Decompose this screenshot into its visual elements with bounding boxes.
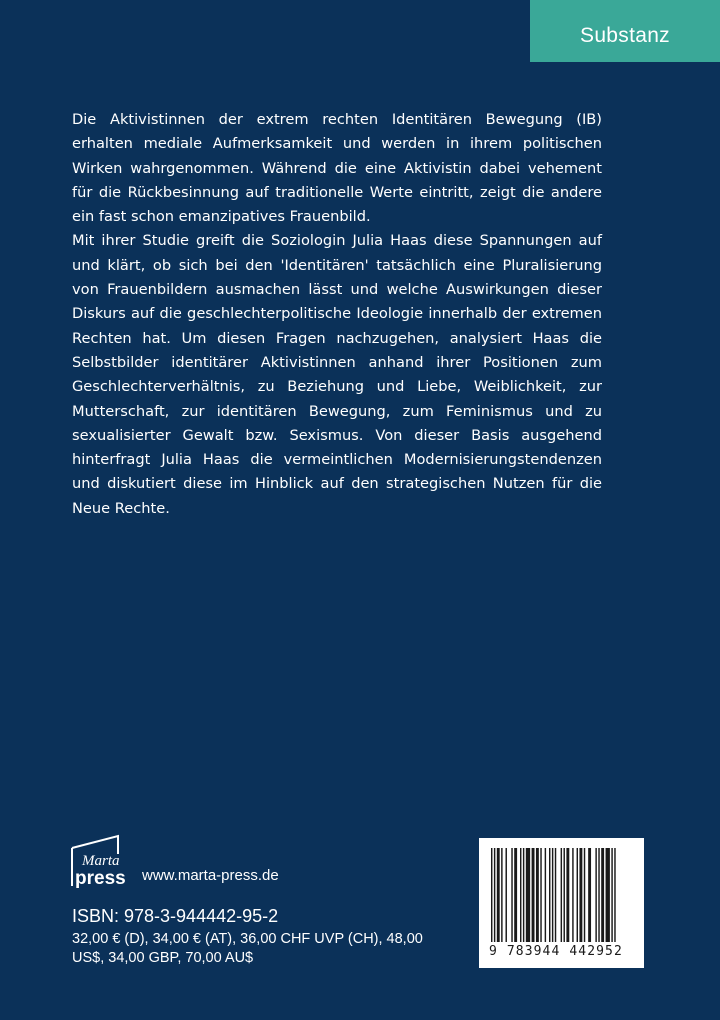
barcode-bar bbox=[523, 848, 524, 942]
barcode-bar bbox=[601, 848, 604, 942]
series-label-tab bbox=[530, 0, 720, 62]
blurb-paragraph-1: Die Aktivistinnen der extrem rechten Identitären Bewegung (IB) erhalten mediale Aufmerksamkeit und werden in ihrem politischen Wirken wahrgenommen. Während die eine Aktivistin dabei vehement für die Rückbesinnung auf traditionelle Werte eintritt, zeigt die andere ein fast schon emanzipatives Frauenbild. bbox=[72, 111, 602, 226]
barcode-bar bbox=[614, 848, 615, 942]
barcode bbox=[479, 838, 644, 968]
barcode-bar bbox=[584, 848, 585, 942]
barcode-bar bbox=[491, 848, 492, 942]
barcode-bar bbox=[572, 848, 573, 942]
barcode-bar bbox=[579, 848, 582, 942]
barcode-bar bbox=[506, 848, 507, 942]
barcode-bar bbox=[511, 848, 512, 942]
barcode-bar bbox=[549, 848, 550, 942]
blurb-paragraph-2: Mit ihrer Studie greift die Soziologin Julia Haas diese Spannungen auf und klärt, ob sich bei den 'Identitären' tatsächlich eine Pluralisierung von Frauenbildern ausmachen lässt und welche Auswirkungen dieser Diskurs auf die geschlechterpolitische Ideologie innerhalb der extremen Rechten hat. Um diesen Fragen nachzugehen, analysiert Haas die Selbstbilder identitärer Aktivistinnen anhand ihrer Positionen zum Geschlechterverhältnis, zu Beziehung und Liebe, Weiblichkeit, zur Mutterschaft, zur identitären Bewegung, zum Feminismus und zu sexualisierter Gewalt bzw. Sexismus. Von dieser Basis ausgehend hinterfragt Julia Haas die vermeintlichen Modernisierungstendenzen und diskutiert diese im Hinblick auf den strategischen Nutzen für die Neue Rechte. bbox=[72, 232, 602, 517]
barcode-bars bbox=[489, 848, 636, 942]
barcode-bar bbox=[577, 848, 578, 942]
barcode-bar bbox=[520, 848, 521, 942]
barcode-bar bbox=[555, 848, 556, 942]
barcode-bar bbox=[611, 848, 612, 942]
barcode-bar bbox=[561, 848, 562, 942]
marta-press-logo bbox=[70, 834, 132, 888]
barcode-bar bbox=[494, 848, 495, 942]
logo-text-marta: Marta bbox=[82, 853, 120, 869]
barcode-bar bbox=[545, 848, 546, 942]
barcode-digits: 9 783944 442952 bbox=[489, 944, 623, 959]
prices: 32,00 € (D), 34,00 € (AT), 36,00 CHF UVP (CH), 48,00 US$, 34,00 GBP, 70,00 AU$ bbox=[72, 931, 423, 966]
barcode-bar bbox=[552, 848, 553, 942]
barcode-bar bbox=[588, 848, 591, 942]
series-label: Substanz bbox=[580, 24, 670, 47]
isbn: ISBN: 978-3-944442-95-2 bbox=[72, 906, 279, 926]
barcode-bar bbox=[595, 848, 596, 942]
barcode-bar bbox=[497, 848, 500, 942]
logo-text-press: press bbox=[75, 868, 126, 888]
barcode-bar bbox=[566, 848, 569, 942]
barcode-bar bbox=[564, 848, 565, 942]
barcode-bar bbox=[526, 848, 530, 942]
barcode-bar bbox=[532, 848, 535, 942]
barcode-bar bbox=[514, 848, 517, 942]
barcode-bar bbox=[501, 848, 502, 942]
barcode-bar bbox=[606, 848, 610, 942]
barcode-bar bbox=[540, 848, 541, 942]
publisher-block bbox=[70, 834, 279, 888]
barcode-bar bbox=[536, 848, 539, 942]
back-cover-blurb bbox=[72, 108, 602, 521]
publisher-website[interactable]: www.marta-press.de bbox=[142, 867, 279, 884]
barcode-bar bbox=[598, 848, 599, 942]
